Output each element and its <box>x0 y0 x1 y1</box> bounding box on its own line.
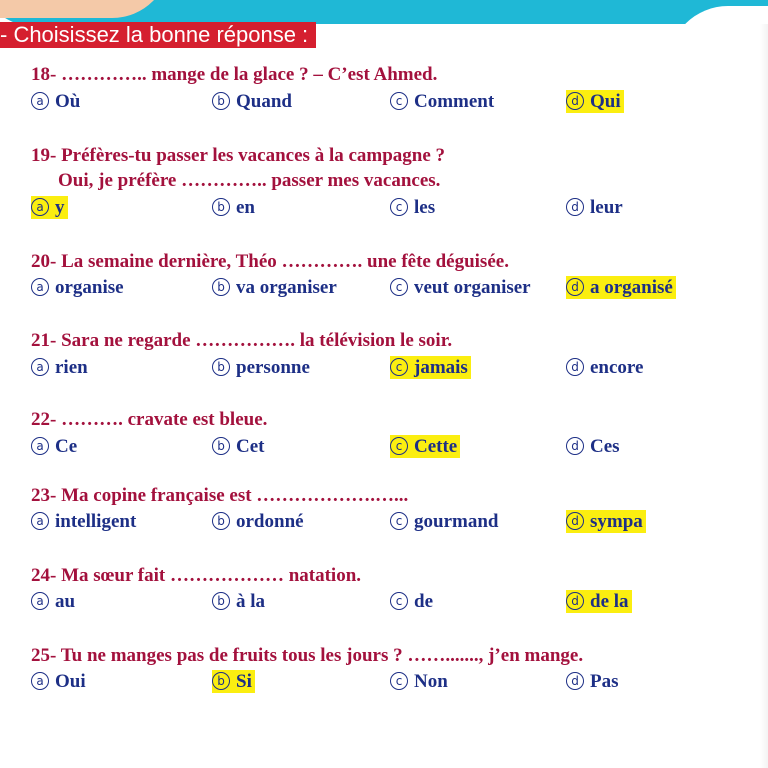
option-letter-c-icon: c <box>390 92 408 110</box>
answer-option-d[interactable] <box>566 196 626 219</box>
option-text: au <box>55 591 76 612</box>
option-letter-c-icon: c <box>390 437 408 455</box>
decorative-top-band <box>0 0 768 24</box>
answer-option-d[interactable] <box>566 356 646 379</box>
question-text-continuation: Oui, je préfère ………….. passer mes vacances. <box>58 170 441 191</box>
answer-option-a[interactable] <box>31 276 127 299</box>
answer-option-d[interactable] <box>566 510 646 533</box>
option-letter-a-icon: a <box>31 437 49 455</box>
option-letter-c-icon: c <box>390 198 408 216</box>
option-letter-b-icon: b <box>212 592 230 610</box>
answer-option-d[interactable] <box>566 590 632 613</box>
option-text: Où <box>55 91 81 112</box>
option-letter-b-icon: b <box>212 512 230 530</box>
option-text: intelligent <box>55 511 137 532</box>
option-text: rien <box>55 357 88 378</box>
option-text: jamais <box>414 357 468 378</box>
answer-option-a[interactable] <box>31 590 78 613</box>
option-letter-c-icon: c <box>390 592 408 610</box>
answer-option-a[interactable] <box>31 90 83 113</box>
option-text: y <box>55 197 65 218</box>
option-text: sympa <box>590 511 643 532</box>
answer-option-b[interactable] <box>212 196 258 219</box>
answer-option-c[interactable] <box>390 670 451 693</box>
option-letter-a-icon: a <box>31 358 49 376</box>
option-letter-d-icon: d <box>566 198 584 216</box>
answer-option-a[interactable] <box>31 510 139 533</box>
question-text: 24- Ma sœur fait ……………… natation. <box>31 565 362 586</box>
option-letter-b-icon: b <box>212 92 230 110</box>
option-letter-a-icon: a <box>31 672 49 690</box>
option-letter-a-icon: a <box>31 278 49 296</box>
question-text: 18- ………….. mange de la glace ? – C’est Ahmed. <box>31 64 438 85</box>
question-text: 20- La semaine dernière, Théo …………. une fête déguisée. <box>31 251 509 272</box>
answer-option-a[interactable] <box>31 670 89 693</box>
option-text: Cette <box>414 436 458 457</box>
answer-option-b[interactable] <box>212 276 340 299</box>
option-letter-d-icon: d <box>566 672 584 690</box>
option-text: Cet <box>236 436 265 457</box>
option-letter-d-icon: d <box>566 592 584 610</box>
answer-option-a[interactable] <box>31 435 80 458</box>
option-letter-b-icon: b <box>212 437 230 455</box>
option-letter-c-icon: c <box>390 358 408 376</box>
option-letter-a-icon: a <box>31 92 49 110</box>
answer-option-b[interactable] <box>212 670 255 693</box>
exercise-header: - Choisissez la bonne réponse : <box>0 22 316 48</box>
answer-option-c[interactable] <box>390 590 436 613</box>
option-text: a organisé <box>590 277 673 298</box>
answer-option-c[interactable] <box>390 356 471 379</box>
answer-option-d[interactable] <box>566 670 622 693</box>
option-letter-d-icon: d <box>566 437 584 455</box>
question-text: 22- ………. cravate est bleue. <box>31 409 268 430</box>
option-letter-a-icon: a <box>31 512 49 530</box>
option-text: encore <box>590 357 644 378</box>
option-letter-c-icon: c <box>390 278 408 296</box>
option-letter-b-icon: b <box>212 672 230 690</box>
option-text: Comment <box>414 91 495 112</box>
option-letter-c-icon: c <box>390 512 408 530</box>
option-text: ordonné <box>236 511 304 532</box>
option-text: de <box>414 591 433 612</box>
option-text: Pas <box>590 671 619 692</box>
option-text: va organiser <box>236 277 337 298</box>
option-letter-b-icon: b <box>212 278 230 296</box>
answer-option-b[interactable] <box>212 590 268 613</box>
option-letter-c-icon: c <box>390 672 408 690</box>
answer-option-c[interactable] <box>390 196 438 219</box>
option-text: Non <box>414 671 448 692</box>
option-letter-d-icon: d <box>566 512 584 530</box>
answer-option-d[interactable] <box>566 276 676 299</box>
option-text: Qui <box>590 91 621 112</box>
answer-option-c[interactable] <box>390 90 497 113</box>
option-text: gourmand <box>414 511 499 532</box>
answer-option-a[interactable] <box>31 196 68 219</box>
answer-option-c[interactable] <box>390 435 460 458</box>
answer-option-c[interactable] <box>390 510 501 533</box>
question-text: 19- Préfères-tu passer les vacances à la campagne ? <box>31 145 446 166</box>
option-text: organise <box>55 277 124 298</box>
answer-option-b[interactable] <box>212 510 307 533</box>
option-letter-b-icon: b <box>212 198 230 216</box>
answer-option-b[interactable] <box>212 356 313 379</box>
option-text: Si <box>236 671 252 692</box>
answer-option-d[interactable] <box>566 90 624 113</box>
question-text: 21- Sara ne regarde ……………. la télévision le soir. <box>31 330 453 351</box>
answer-option-d[interactable] <box>566 435 623 458</box>
option-text: Quand <box>236 91 292 112</box>
option-text: Oui <box>55 671 86 692</box>
page-edge-shadow <box>760 24 768 768</box>
option-letter-b-icon: b <box>212 358 230 376</box>
option-text: Ces <box>590 436 620 457</box>
option-text: en <box>236 197 255 218</box>
option-text: Ce <box>55 436 78 457</box>
option-letter-d-icon: d <box>566 92 584 110</box>
option-letter-a-icon: a <box>31 592 49 610</box>
question-text: 23- Ma copine française est ……………….…... <box>31 485 409 506</box>
option-text: veut organiser <box>414 277 531 298</box>
option-text: leur <box>590 197 623 218</box>
answer-option-b[interactable] <box>212 435 267 458</box>
option-letter-d-icon: d <box>566 278 584 296</box>
option-letter-a-icon: a <box>31 198 49 216</box>
answer-option-b[interactable] <box>212 90 295 113</box>
answer-option-a[interactable] <box>31 356 91 379</box>
option-text: de la <box>590 591 629 612</box>
question-text: 25- Tu ne manges pas de fruits tous les jours ? ……......., j’en mange. <box>31 645 584 666</box>
option-letter-d-icon: d <box>566 358 584 376</box>
answer-option-c[interactable] <box>390 276 534 299</box>
option-text: personne <box>236 357 310 378</box>
option-text: à la <box>236 591 266 612</box>
option-text: les <box>414 197 436 218</box>
